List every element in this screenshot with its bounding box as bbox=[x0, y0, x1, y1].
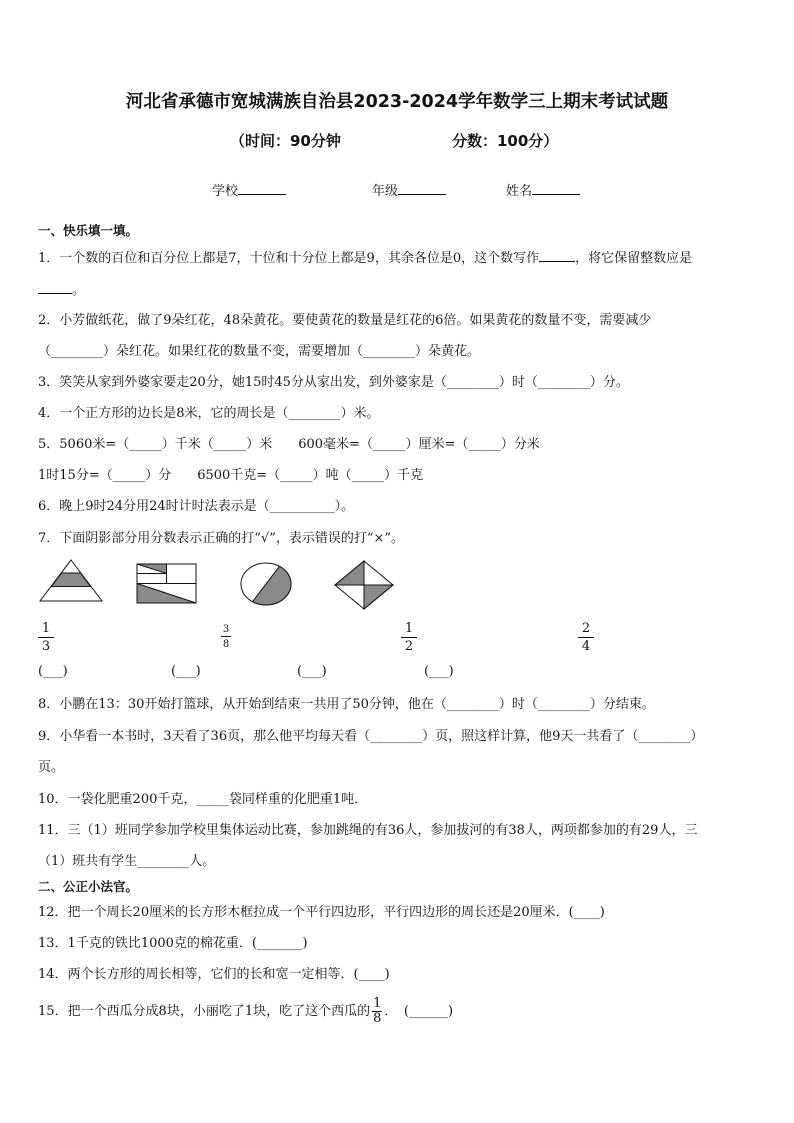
school-field bbox=[212, 180, 286, 199]
name-label: 姓名 bbox=[506, 184, 533, 199]
q7-answer-4: (___) bbox=[424, 664, 454, 679]
q15-text-b: ． (______) bbox=[384, 1004, 454, 1019]
exam-score: 分数：100分） bbox=[452, 132, 559, 150]
question-14: 14．两个长方形的周长相等，它们的长和宽一定相等．(____) bbox=[38, 967, 390, 982]
rectangle-figure bbox=[136, 563, 198, 605]
question-13: 13．1千克的铁比1000克的棉花重．(_______) bbox=[38, 936, 308, 951]
question-1 bbox=[38, 250, 692, 268]
question-15 bbox=[38, 996, 453, 1028]
question-6: 6．晚上9时24分用24时计时法表示是（__________）。 bbox=[38, 499, 355, 514]
q7-frac2-num: 3 bbox=[222, 624, 230, 635]
exam-time: （时间：90分钟 bbox=[230, 132, 341, 150]
grade-label: 年级 bbox=[372, 184, 399, 199]
q7-frac2-den: 8 bbox=[222, 639, 230, 650]
diamond-figure bbox=[333, 559, 395, 611]
question-5: 5．5060米=（_____）千米（_____）米 600毫米=（_____）厘米=（_____）分米 bbox=[38, 437, 540, 452]
q1-text-c: 。 bbox=[72, 283, 86, 298]
q7-frac4-num: 2 bbox=[578, 622, 594, 638]
question-7: 7．下面阴影部分用分数表示正确的打“√”，表示错误的打“×”。 bbox=[38, 531, 405, 546]
question-3: 3．笑笑从家到外婆家要走20分，她15时45分从家出发，到外婆家是（________）时（________）分。 bbox=[38, 375, 629, 390]
name-field bbox=[506, 180, 580, 199]
q7-answer-1: (___) bbox=[38, 664, 68, 679]
question-10: 10．一袋化肥重200千克，_____袋同样重的化肥重1吨． bbox=[38, 792, 368, 807]
q7-fraction-3 bbox=[401, 622, 417, 654]
q15-text-a: 15．把一个西瓜分成8块，小丽吃了1块，吃了这个西瓜的 bbox=[38, 1004, 371, 1019]
question-9-cont: 页。 bbox=[38, 760, 65, 775]
q7-fraction-2 bbox=[221, 624, 231, 650]
q7-frac1-den: 3 bbox=[41, 639, 51, 654]
question-9: 9．小华看一本书时，3天看了36页，那么他平均每天看（________）页，照这样计算，他9天一共看了（________） bbox=[38, 729, 704, 744]
question-11: 11．三（1）班同学参加学校里集体运动比赛，参加跳绳的有36人，参加拔河的有38人，两项都参加的有29人，三 bbox=[38, 823, 698, 838]
triangle-figure bbox=[38, 558, 104, 604]
q7-fraction-4 bbox=[578, 622, 594, 654]
q15-fraction bbox=[372, 997, 382, 1026]
question-5-cont: 1时15分=（_____）分 6500千克=（_____）吨（_____）千克 bbox=[38, 468, 424, 483]
school-blank bbox=[238, 194, 286, 195]
question-12: 12．把一个周长20厘米的长方形木框拉成一个平行四边形，平行四边形的周长还是20厘米．(____) bbox=[38, 905, 605, 920]
question-8: 8．小鹏在13：30开始打篮球，从开始到结束一共用了50分钟，他在（________）时（________）分结束。 bbox=[38, 697, 655, 712]
section-2-heading: 二、公正小法官。 bbox=[38, 879, 139, 894]
school-label: 学校 bbox=[212, 184, 239, 199]
q7-frac3-num: 1 bbox=[401, 622, 417, 638]
page-title: 河北省承德市宽城满族自治县2023-2024学年数学三上期末考试试题 bbox=[125, 92, 669, 112]
question-2-cont: （________）朵红花。如果红花的数量不变，需要增加（________）朵黄花。 bbox=[38, 344, 481, 359]
diamond-shaded-bottom-right bbox=[364, 585, 393, 609]
question-4: 4．一个正方形的边长是8米，它的周长是（________）米。 bbox=[38, 406, 380, 421]
q7-frac3-den: 2 bbox=[404, 639, 414, 654]
q7-frac4-den: 4 bbox=[581, 639, 591, 654]
q7-answer-3: (___) bbox=[297, 664, 327, 679]
q1-text-a: 1．一个数的百位和百分位上都是7，十位和十分位上都是9，其余各位是0，这个数写作 bbox=[38, 251, 540, 266]
section-1-heading: 一、快乐填一填。 bbox=[38, 223, 139, 238]
q1-blank-1 bbox=[539, 261, 575, 262]
q15-frac-num: 1 bbox=[373, 996, 382, 1011]
q7-frac1-num: 1 bbox=[38, 622, 54, 638]
q1-text-b: ，将它保留整数应是 bbox=[575, 251, 693, 266]
grade-field bbox=[372, 180, 446, 199]
q1-blank-2 bbox=[38, 293, 72, 294]
diamond-shaded-top-left bbox=[335, 561, 364, 585]
name-blank bbox=[532, 194, 580, 195]
q7-fraction-1 bbox=[38, 622, 54, 654]
question-2: 2．小芳做纸花，做了9朵红花，48朵黄花。要使黄花的数量是红花的6倍。如果黄花的数量不变，需要减少 bbox=[38, 313, 652, 328]
q15-frac-den: 8 bbox=[373, 1011, 382, 1026]
triangle-shaded-band bbox=[51, 573, 90, 587]
circle-figure bbox=[239, 561, 293, 607]
question-11-cont: （1）班共有学生________人。 bbox=[38, 854, 216, 869]
grade-blank bbox=[398, 194, 446, 195]
question-1-cont bbox=[38, 282, 85, 300]
q7-answer-2: (___) bbox=[171, 664, 201, 679]
